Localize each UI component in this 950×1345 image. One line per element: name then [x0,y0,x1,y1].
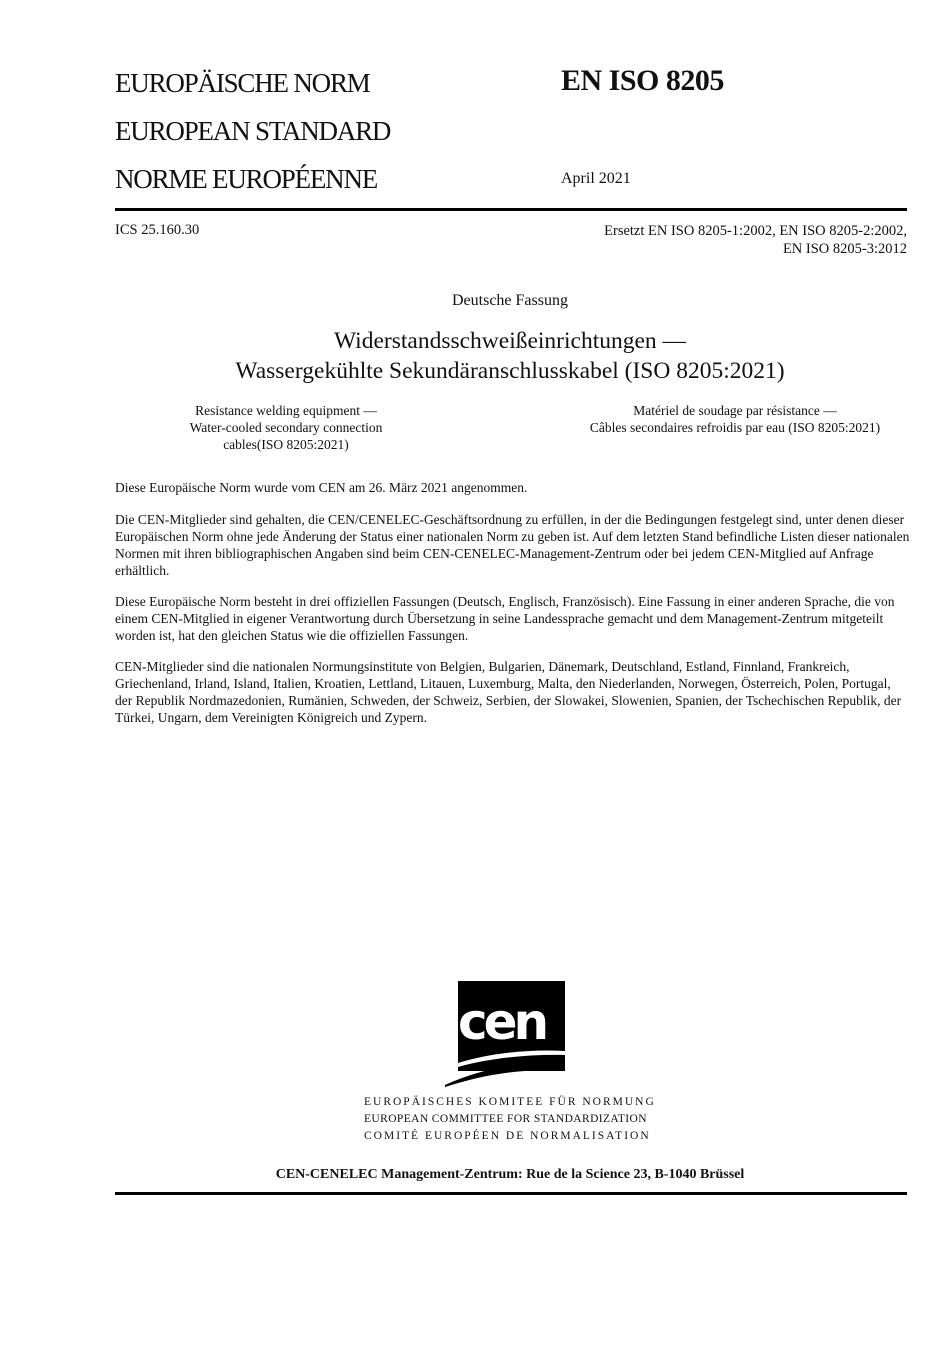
members-paragraph: CEN-Mitglieder sind die nationalen Normungsinstitute von Belgien, Bulgarien, Dänemark, Deutschland, Estland, Finnland, Frankreich, Griechenland, Irland, Island, Italien, Kroatien, Lettland, Litauen, Luxemburg, Malta, den Niederlanden, Norwegen, Österreich, Polen, Portugal, der Republik Nordmazedonien, Rumänien, Schweden, der Schweiz, Serbien, der Slowakei, Slowenien, Spanien, der Tschechischen Republik, der Türkei, Ungarn, dem Vereinigten Königreich und Zypern. [115,659,902,725]
replaces-note [487,222,907,258]
committee-name-en: EUROPEAN COMMITTEE FOR STANDARDIZATION [364,1113,647,1125]
ics-code: ICS 25.160.30 [115,222,200,238]
cen-logo-icon [445,981,565,1087]
publication-date: April 2021 [561,170,631,187]
english-title-line: Resistance welding equipment — [195,403,377,418]
bottom-divider [115,1192,907,1195]
english-title-line: Water-cooled secondary connection [189,420,383,435]
replaces-line: EN ISO 8205-3:2012 [782,241,907,257]
main-title-line: Wassergekühlte Sekundäranschlusskabel (ISO 8205:2021) [235,358,785,384]
english-title-line: cables(ISO 8205:2021) [223,437,349,452]
french-title-line: Câbles secondaires refroidis par eau (ISO 8205:2021) [589,420,881,435]
versions-paragraph: Diese Europäische Norm besteht in drei offiziellen Fassungen (Deutsch, Englisch, Französisch). Eine Fassung in einer anderen Sprache, die von einem CEN-Mitglied in eigener Verantwortung durch Übersetzung in seine Landessprache gemacht und dem Management-Zentrum mitgeteilt worden ist, hat den gleichen Status wie die offiziellen Fassungen. [115,594,895,643]
norm-title-de: EUROPÄISCHE NORM [115,68,370,98]
svg-text:cen: cen [458,993,546,1051]
top-divider [115,208,907,211]
english-title [166,402,406,453]
main-title [0,326,950,386]
obligations-paragraph: Die CEN-Mitglieder sind gehalten, die CEN/CENELEC-Geschäftsordnung zu erfüllen, in der die Bedingungen festgelegt sind, unter denen dieser Europäischen Norm ohne jede Änderung der Status einer nationalen Norm zu geben ist. Auf dem letzten Stand befindliche Listen dieser nationalen Normen mit ihren bibliographischen Angaben sind beim CEN-CENELEC-Management-Zentrum oder bei jedem CEN-Mitglied auf Anfrage erhältlich. [115,512,910,578]
norm-title-en: EUROPEAN STANDARD [115,116,391,146]
standard-number: EN ISO 8205 [561,64,724,97]
footer-address: CEN-CENELEC Management-Zentrum: Rue de la Science 23, B-1040 Brüssel [275,1167,745,1182]
french-title-line: Matériel de soudage par résistance — [633,403,837,418]
adoption-paragraph: Diese Europäische Norm wurde vom CEN am 26. März 2021 angenommen. [115,480,528,495]
french-title [560,402,910,436]
replaces-line: Ersetzt EN ISO 8205-1:2002, EN ISO 8205-2:2002, [604,223,907,239]
norm-title-fr: NORME EUROPÉENNE [115,164,378,194]
main-title-line: Widerstandsschweißeinrichtungen — [333,328,687,354]
committee-name-fr: COMITÉ EUROPÉEN DE NORMALISATION [364,1130,651,1142]
version-label: Deutsche Fassung [452,292,568,309]
committee-name-de: EUROPÄISCHES KOMITEE FÜR NORMUNG [364,1096,656,1108]
